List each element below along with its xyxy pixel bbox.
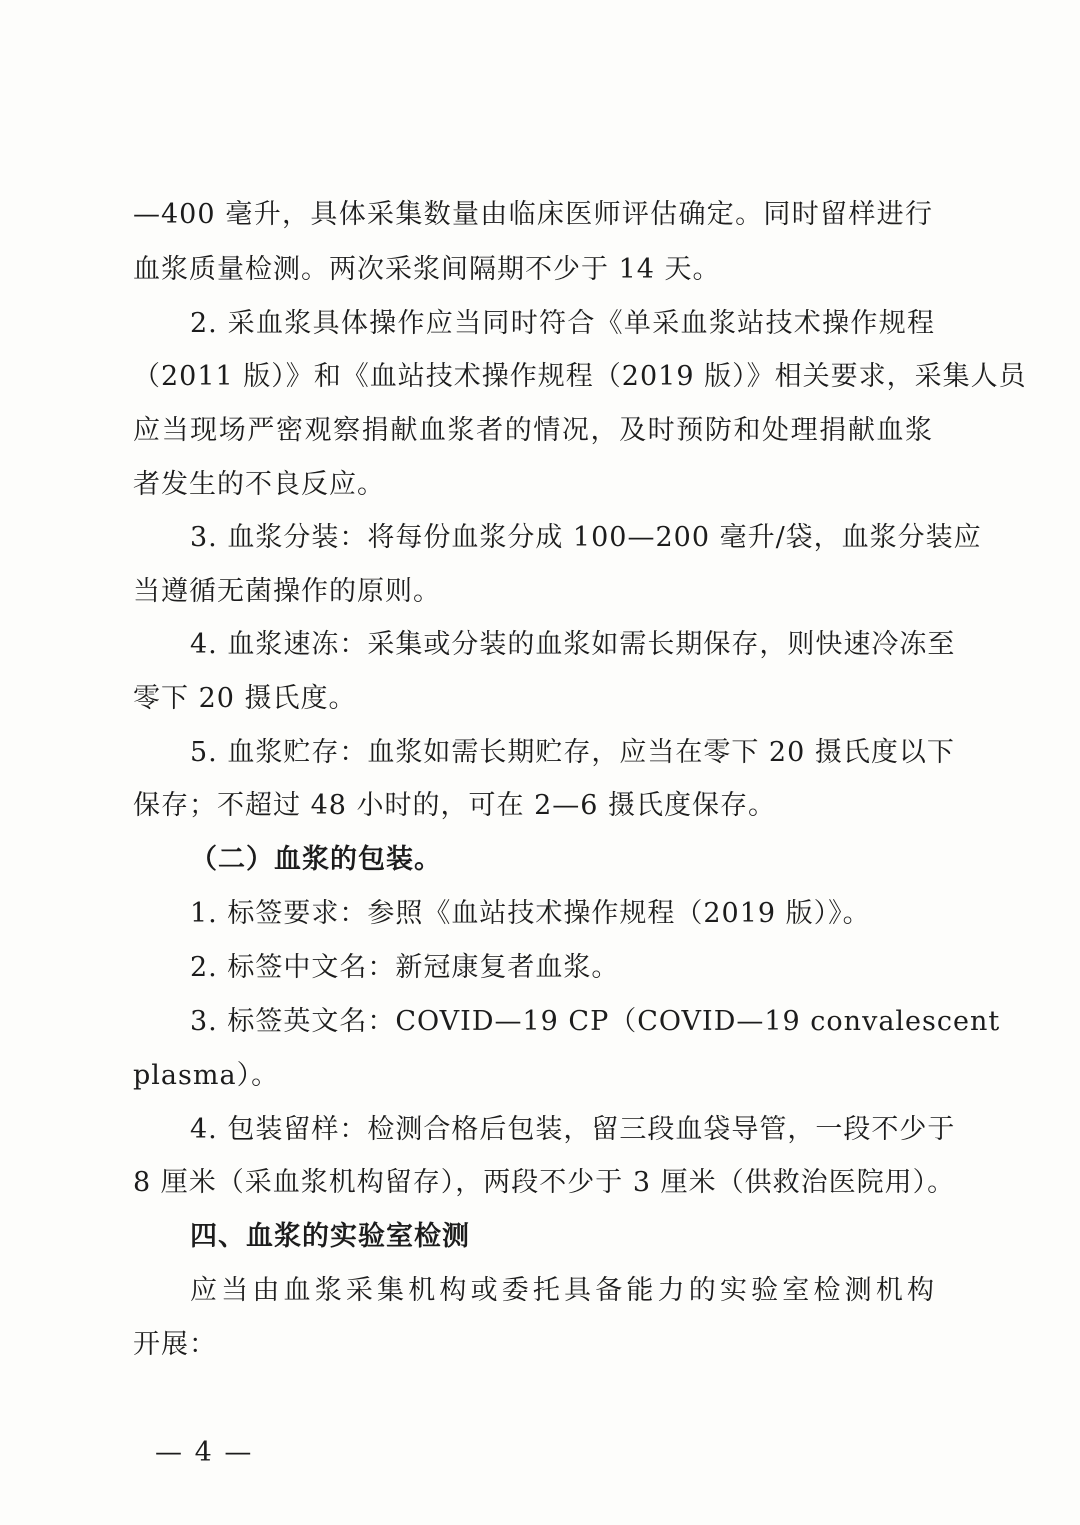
paragraph-line: （2011 版）》和《血站技术操作规程（2019 版）》相关要求，采集人员 [133,361,1027,392]
paragraph-line: 8 厘米（采血浆机构留存），两段不少于 3 厘米（供救治医院用）。 [133,1167,956,1198]
paragraph-line: 者发生的不良反应。 [133,469,385,500]
paragraph-line: 当遵循无菌操作的原则。 [133,576,441,607]
paragraph-line: 开展： [133,1329,217,1360]
paragraph-line: 零下 20 摄氏度。 [133,683,357,714]
paragraph-line: 保存；不超过 48 小时的，可在 2—6 摄氏度保存。 [133,790,777,821]
paragraph-line: 血浆质量检测。两次采浆间隔期不少于 14 天。 [133,254,721,285]
page-number: — 4 — [155,1437,254,1468]
paragraph-line: 3. 标签英文名：COVID—19 CP（COVID—19 convalescent [190,1006,1001,1037]
paragraph-line: 1. 标签要求：参照《血站技术操作规程（2019 版）》。 [190,898,871,929]
subsection-heading: （二）血浆的包装。 [190,844,442,875]
paragraph-line: plasma）。 [133,1060,280,1091]
paragraph-line: 应当现场严密观察捐献血浆者的情况，及时预防和处理捐献血浆 [133,415,933,446]
section-heading: 四、血浆的实验室检测 [190,1221,470,1252]
paragraph-line: 2. 采血浆具体操作应当同时符合《单采血浆站技术操作规程 [190,308,935,339]
paragraph-line: 2. 标签中文名：新冠康复者血浆。 [190,952,620,983]
paragraph-line: 4. 包装留样：检测合格后包装，留三段血袋导管，一段不少于 [190,1114,956,1145]
paragraph-line: 4. 血浆速冻：采集或分装的血浆如需长期保存，则快速冷冻至 [190,629,956,660]
paragraph-line: —400 毫升，具体采集数量由临床医师评估确定。同时留样进行 [133,199,933,230]
paragraph-line: 3. 血浆分装：将每份血浆分成 100—200 毫升/袋，血浆分装应 [190,522,982,553]
paragraph-line: 应当由血浆采集机构或委托具备能力的实验室检测机构 [190,1275,935,1306]
paragraph-line: 5. 血浆贮存：血浆如需长期贮存，应当在零下 20 摄氏度以下 [190,737,955,768]
